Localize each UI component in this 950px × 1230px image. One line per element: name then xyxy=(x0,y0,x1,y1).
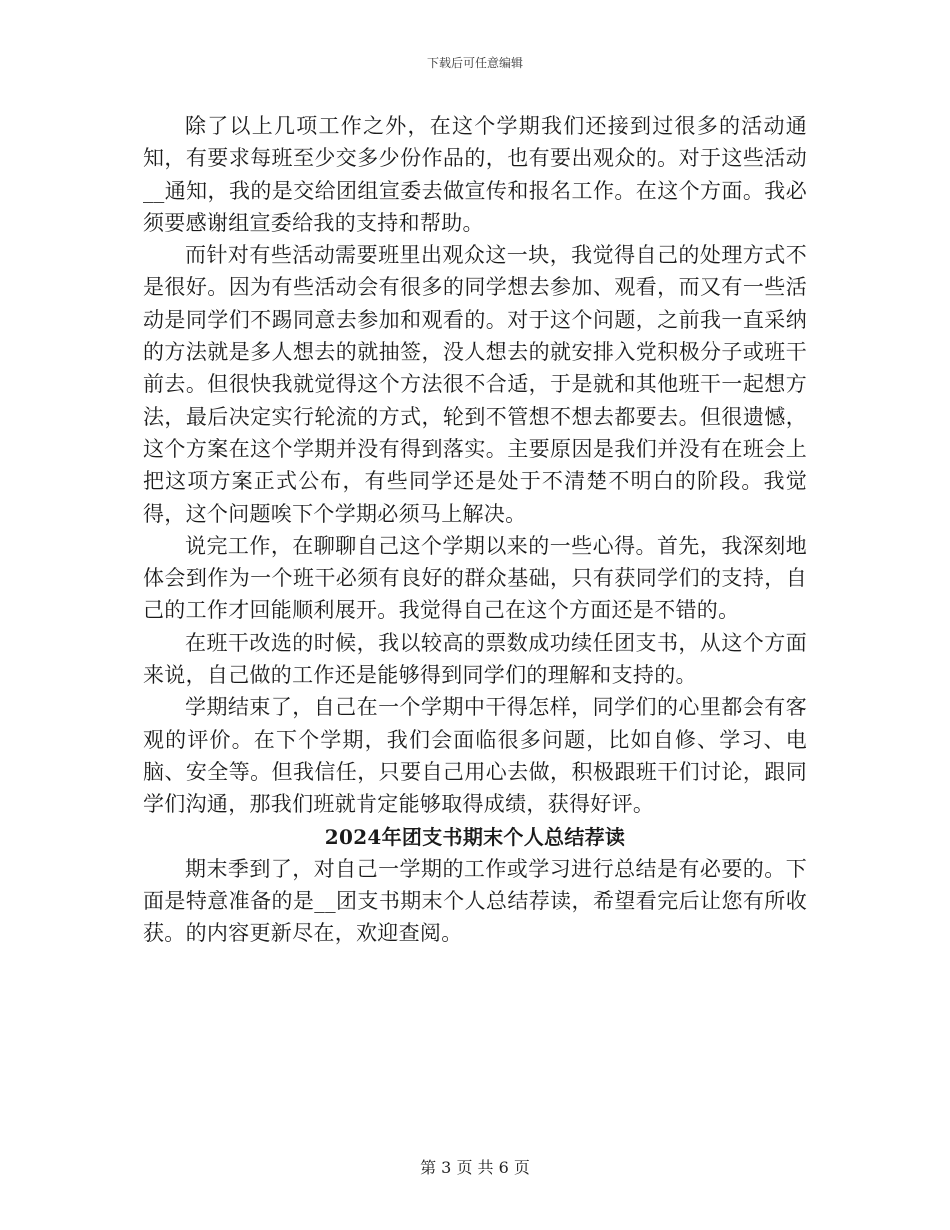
header-note: 下载后可任意编辑 xyxy=(426,56,523,70)
paragraph-activity-notices: 除了以上几项工作之外，在这个学期我们还接到过很多的活动通知，有要求每班至少交多少份作品的，也有要出观众的。对于这些活动__通知，我的是交给团组宣委去做宣传和报名工作。在这个方面。我必须要感谢组宣委给我的支持和帮助。 xyxy=(143,114,807,235)
paragraph-audience-handling: 而针对有些活动需要班里出观众这一块，我觉得自己的处理方式不是很好。因为有些活动会有很多的同学想去参加、观看，而又有一些活动是同学们不踢同意去参加和观看的。对于这个问题，之前我一直采纳的方法就是多人想去的就抽签，没人想去的就安排入党积极分子或班干前去。但很快我就觉得这个方法很不合适，于是就和其他班干一起想方法，最后决定实行轮流的方式，轮到不管想不想去都要去。但很遗憾，这个方案在这个学期并没有得到落实。主要原因是我们并没有在班会上把这项方案正式公布，有些同学还是处于不清楚不明白的阶段。我觉得，这个问题唉下个学期必须马上解决。 xyxy=(143,243,807,526)
paragraph-semester-end: 学期结束了，自己在一个学期中干得怎样，同学们的心里都会有客观的评价。在下个学期，我们会面临很多问题，比如自修、学习、电脑、安全等。但我信任，只要自己用心去做，积极跟班干们讨论，跟同学们沟通，那我们班就肯定能够取得成绩，获得好评。 xyxy=(143,695,807,817)
page-number-footer: 第 3 页 共 6 页 xyxy=(420,1158,530,1177)
paragraph-reelection: 在班干改选的时候，我以较高的票数成功续任团支书，从这个方面来说，自己做的工作还是能够得到同学们的理解和支持的。 xyxy=(143,630,807,688)
document-body xyxy=(143,110,807,950)
paragraph-reflections: 说完工作，在聊聊自己这个学期以来的一些心得。首先，我深刻地体会到作为一个班干必须有良好的群众基础，只有获同学们的支持，自己的工作才回能顺利展开。我觉得自己在这个方面还是不错的。 xyxy=(143,533,807,623)
paragraph-intro: 期末季到了，对自己一学期的工作或学习进行总结是有必要的。下面是特意准备的是__团支书期末个人总结荐读，希望看完后让您有所收获。的内容更新尽在，欢迎查阅。 xyxy=(143,856,807,946)
section-heading: 2024年团支书期末个人总结荐读 xyxy=(324,824,626,849)
